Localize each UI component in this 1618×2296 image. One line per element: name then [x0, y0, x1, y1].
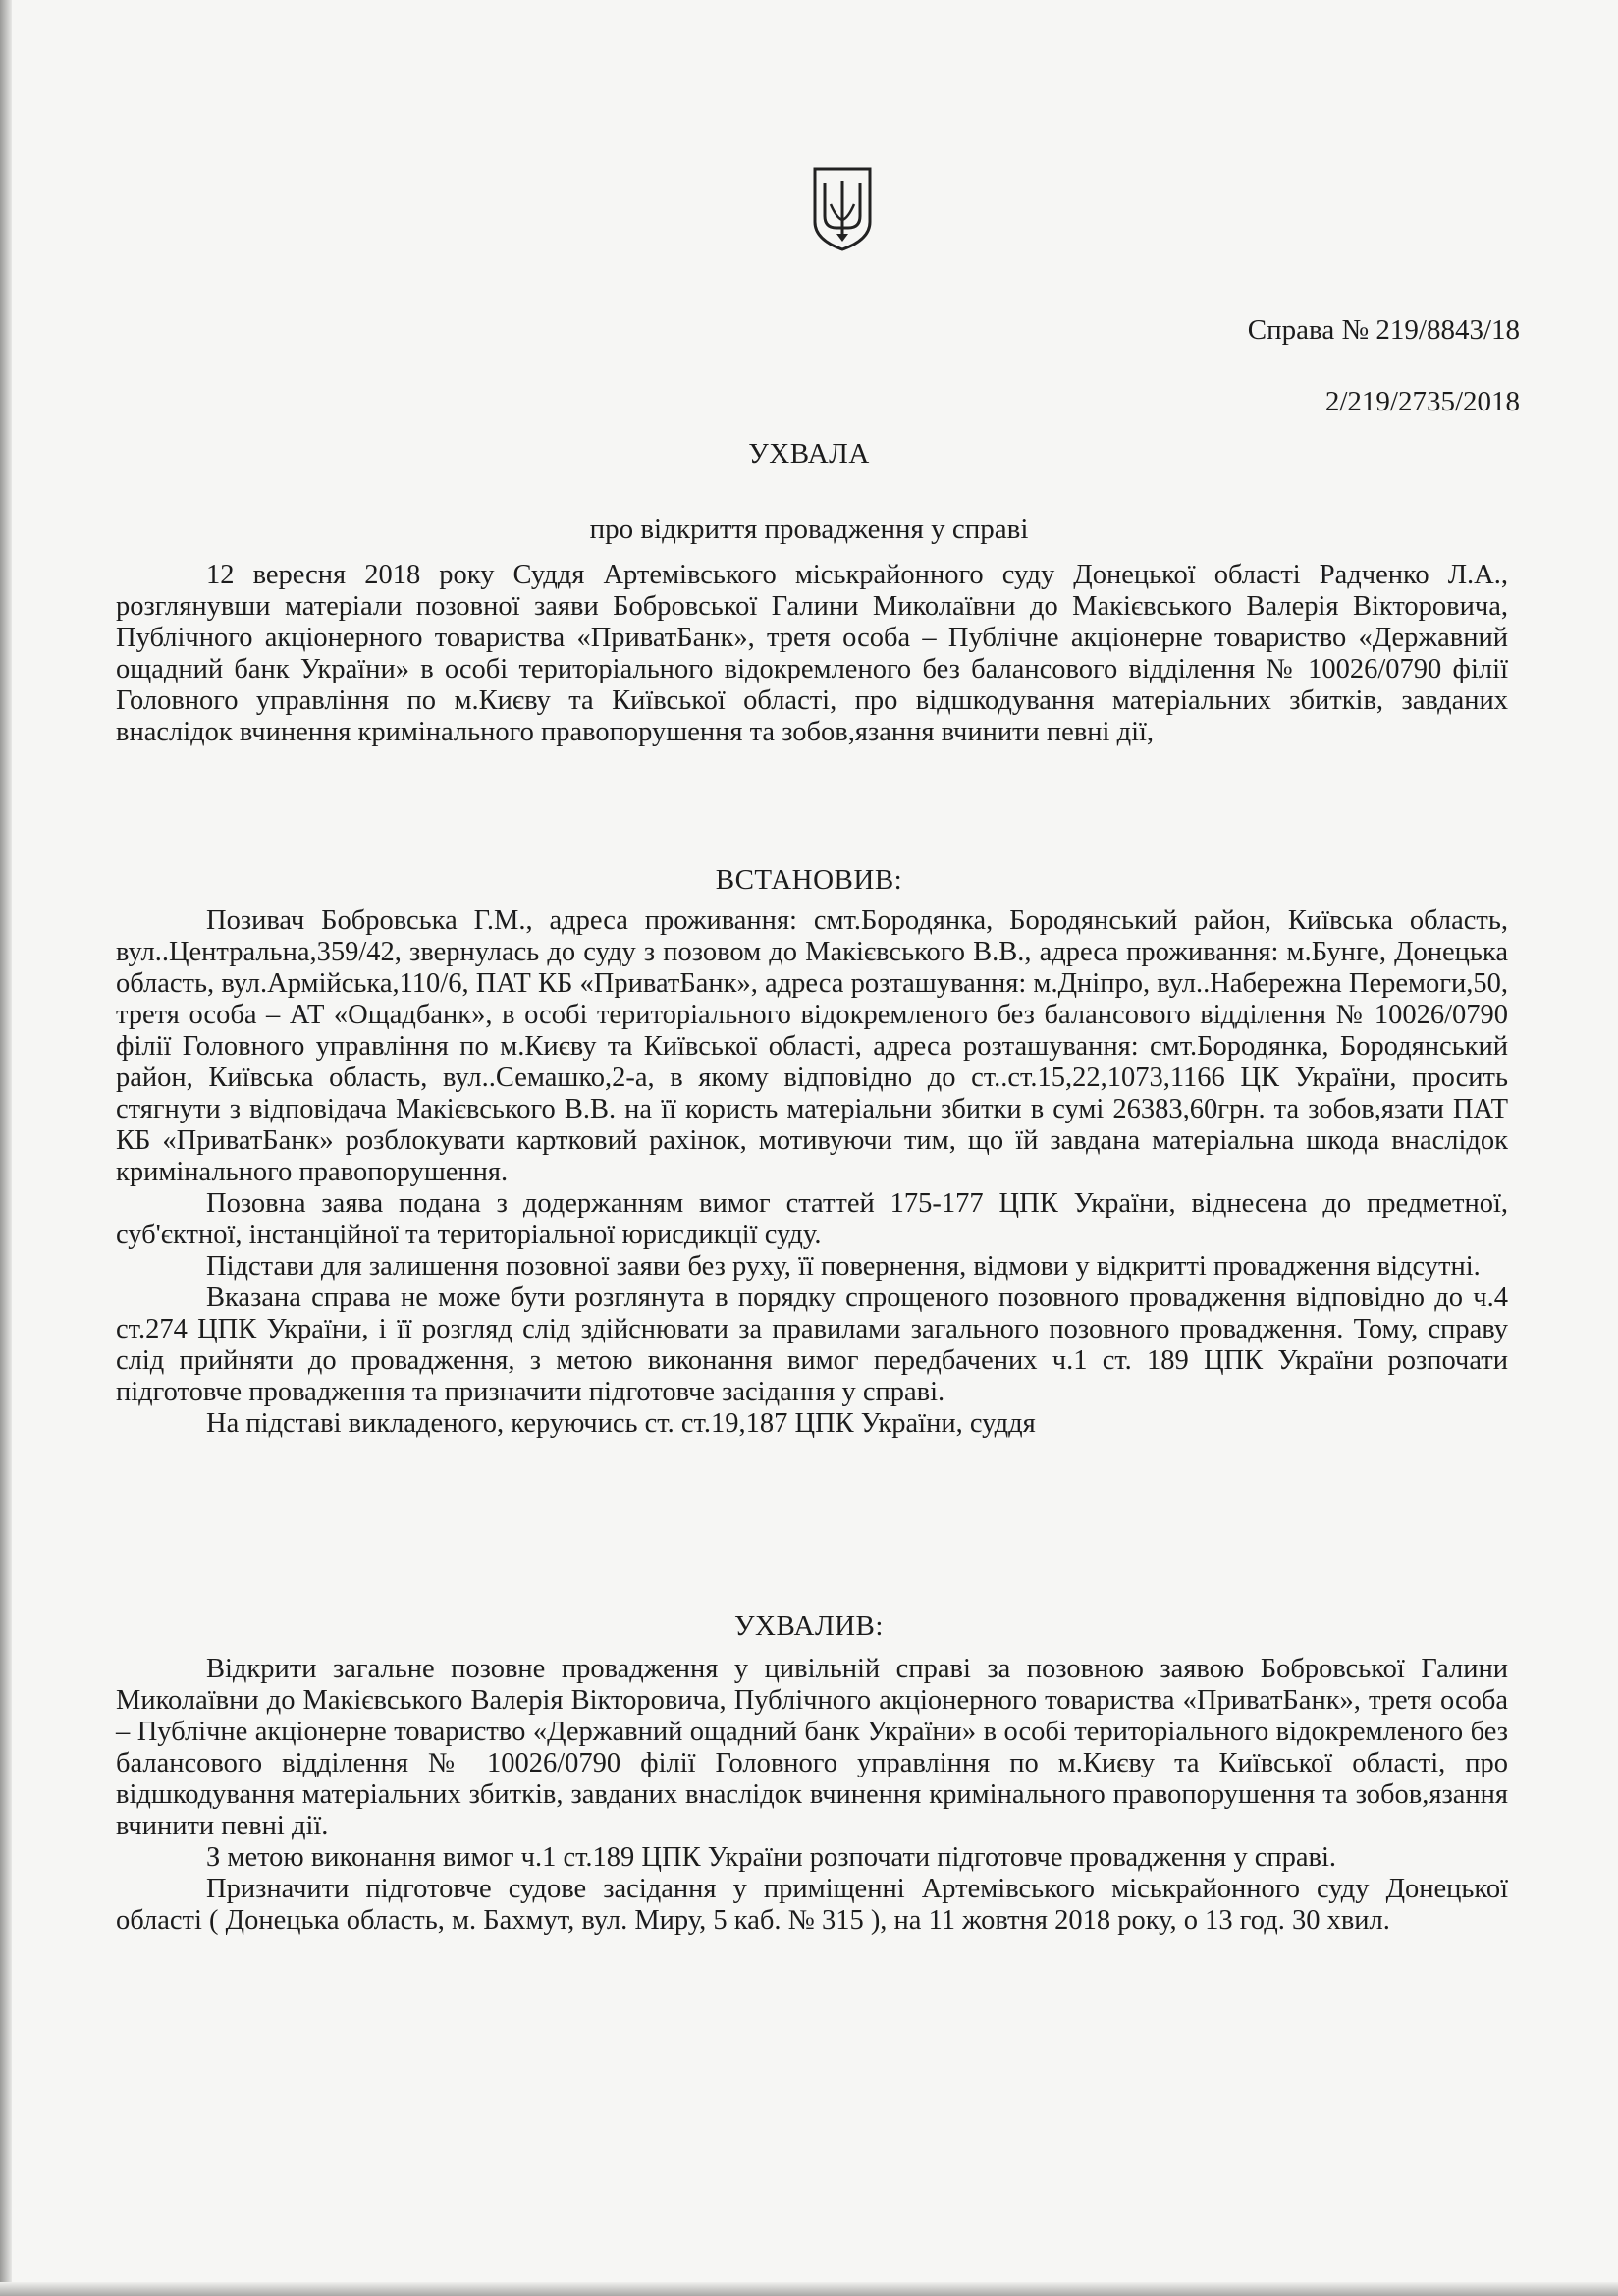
established-section [116, 905, 1508, 1440]
established-paragraph: Позивач Бобровська Г.М., адреса проживання: смт.Бородянка, Бородянський район, Київська область, вул..Центральна,359/42, звернулась до суду з позовом до Макієвського В.В., адреса проживання: м.Бунге, Донецька область, вул.Армійська,110/6, ПАТ КБ «ПриватБанк», адреса розташування: м.Дніпро, вул..Набережна Перемоги,50, третя особа – АТ «Ощадбанк», в особі територіального відокремленого без балансового відділення № 10026/0790 філії Головного управління по м.Києву та Київської області, адреса розташування: смт.Бородянка, Бородянський район, Київська область, вул..Семашко,2-а, в якому відповідно до ст..ст.15,22,1073,1166 ЦК України, просить стягнути з відповідача Макієвського В.В. на її користь матеріальни збитки в сумі 26383,60грн. та зобов,язати ПАТ КБ «ПриватБанк» розблокувати картковий рахінок, мотивуючи тим, що їй завдана матеріальна шкода внаслідок кримінального правопорушення. [116, 905, 1508, 1187]
section-heading-established: ВСТАНОВИВ: [715, 864, 903, 896]
case-number: Справа № 219/8843/18 [1247, 314, 1520, 346]
intro-paragraph: 12 вересня 2018 року Суддя Артемівського міськрайонного суду Донецької області Радченко Л.А., розглянувши матеріали позовної заяви Бобровської Галини Миколаївни до Макієвського Валерія Вікторовича, Публічного акціонерного товариства «ПриватБанк», третя особа – Публічне акціонерне товариство «Державний ощадний банк України» в особі територіального відокремленого без балансового відділення № 10026/0790 філії Головного управління по м.Києву та Київської області, про відшкодування матеріальних збитків, завданих внаслідок вчинення кримінального правопорушення та зобов,язання вчинити певні дії, [116, 560, 1508, 747]
ruled-paragraph: З метою виконання вимог ч.1 ст.189 ЦПК України розпочати підготовче провадження у справі. [206, 1842, 1336, 1873]
established-paragraph: Вказана справа не може бути розглянута в порядку спрощеного позовного провадження відповідно до ч.4 ст.274 ЦПК України, і її розгляд слід здійснювати за правилами загального позовного провадження. Тому, справу слід прийняти до провадження, з метою виконання вимог передбачених ч.1 ст. 189 ЦПК України розпочати підготовче провадження та призначити підготовче засідання у справі. [116, 1283, 1508, 1407]
intro-paragraph-block [116, 560, 1508, 748]
established-paragraph: Підстави для залишення позовної заяви без руху, її повернення, відмови у відкритті провадження відсутні. [206, 1251, 1481, 1282]
section-heading-ruled: УХВАЛИВ: [734, 1611, 884, 1642]
document-subtitle: про відкриття провадження у справі [589, 514, 1029, 545]
scan-bottom-edge [0, 2282, 1618, 2296]
ruled-paragraph: Призначити підготовче судове засідання у приміщенні Артемівського міськрайонного суду Донецької області ( Донецька область, м. Бахмут, вул. Миру, 5 каб. № 315 ), на 11 жовтня 2018 року, о 13 год. 30 хвил. [116, 1874, 1508, 1936]
coat-of-arms-trident-icon [811, 165, 874, 253]
established-paragraph: На підставі викладеного, керуючись ст. ст.19,187 ЦПК України, суддя [206, 1408, 1036, 1439]
scan-left-edge [0, 0, 12, 2296]
document-title: УХВАЛА [748, 438, 870, 469]
registration-number: 2/219/2735/2018 [1324, 386, 1520, 417]
established-paragraph: Позовна заява подана з додержанням вимог статтей 175-177 ЦПК України, віднесена до предметної, суб'єктної, інстанційної та територіальної юрисдикції суду. [116, 1188, 1508, 1250]
ruled-paragraph: Відкрити загальне позовне провадження у цивільній справі за позовною заявою Бобровської Галини Миколаївни до Макієвського Валерія Вікторовича, Публічного акціонерного товариства «ПриватБанк», третя особа – Публічне акціонерне товариство «Державний ощадний банк України» в особі територіального відокремленого без балансового відділення № 10026/0790 філії Головного управління по м.Києву та Київської області, про відшкодування матеріальних збитків, завданих внаслідок вчинення кримінального правопорушення та зобов,язання вчинити певні дії. [116, 1654, 1508, 1841]
ruled-section [116, 1654, 1508, 1937]
